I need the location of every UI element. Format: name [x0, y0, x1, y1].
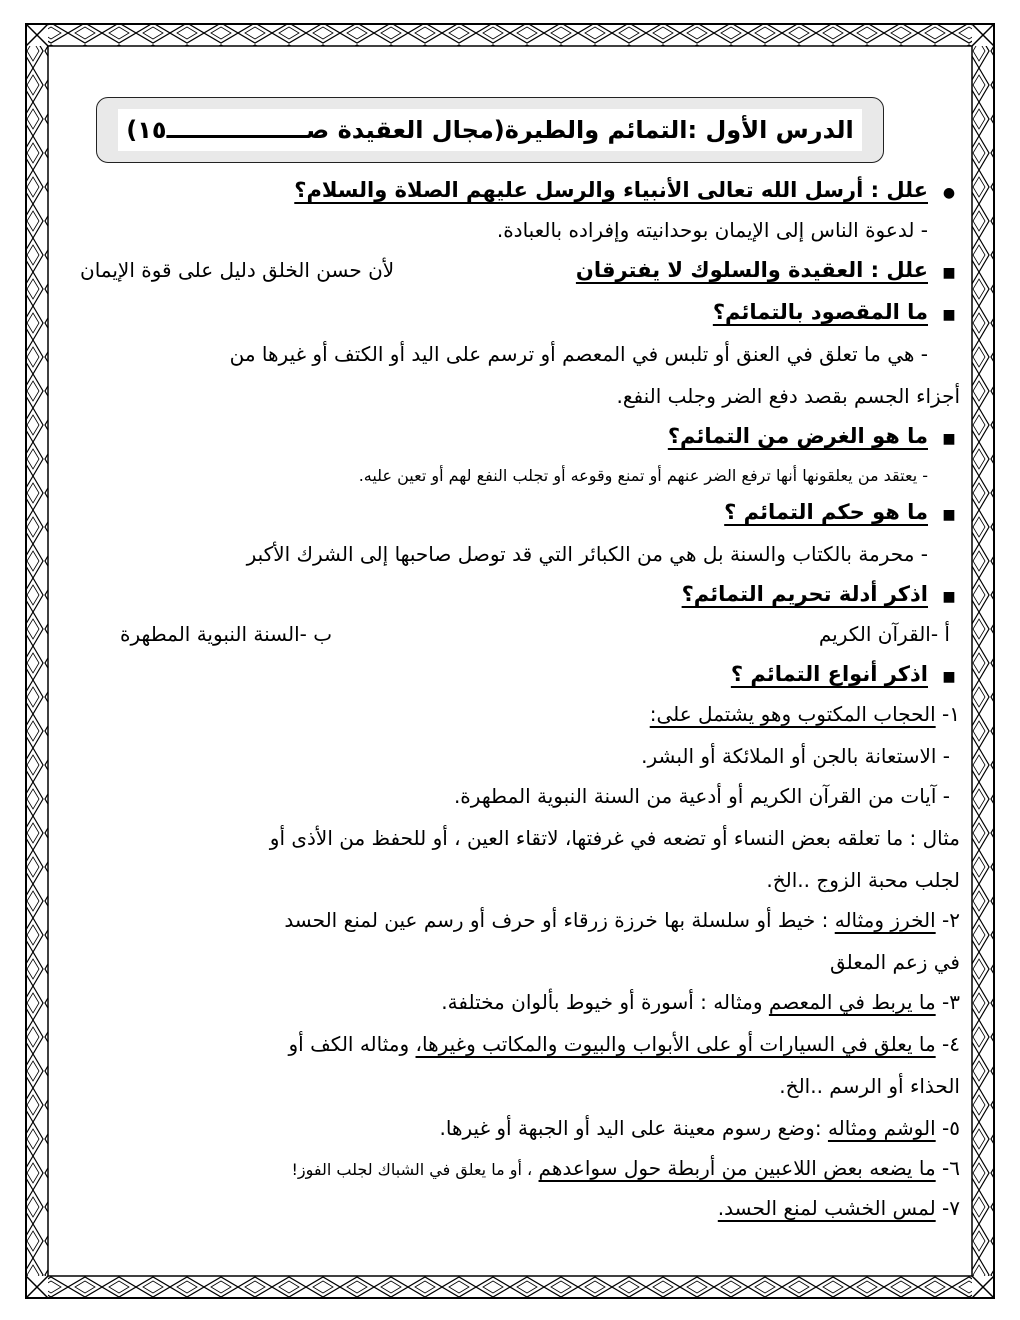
- item-text: ومثاله الكف أو: [288, 1032, 410, 1056]
- answer-text: في زعم المعلق: [829, 950, 960, 974]
- question-line: [60, 494, 960, 530]
- question-text: اذكر أنواع التمائم ؟: [730, 662, 928, 686]
- square-bullet-icon: ■: [942, 307, 956, 323]
- round-bullet-icon: ●: [942, 185, 956, 201]
- question-line: [60, 252, 960, 288]
- list-item: [60, 902, 960, 938]
- list-item: [60, 1190, 960, 1226]
- answer-line: [60, 944, 960, 980]
- lesson-title-box: [96, 97, 884, 163]
- answer-text: مثال : ما تعلقه بعض النساء أو تضعه في غرفتها، لاتقاء العين ، أو للحفظ من الأذى أو: [269, 826, 960, 850]
- question-text: ما المقصود بالتمائم؟: [712, 300, 928, 324]
- answer-text: - هي ما تعلق في العنق أو تلبس في المعصم أو ترسم على اليد أو الكتف أو غيرها من: [229, 342, 928, 366]
- answer-line: [60, 820, 960, 856]
- item-number: ١-: [942, 702, 960, 726]
- item-heading: ما يضعه بعض اللاعبين من أربطة حول سواعدهم: [538, 1156, 936, 1180]
- answer-text: - محرمة بالكتاب والسنة بل هي من الكبائر التي قد توصل صاحبها إلى الشرك الأكبر: [246, 542, 928, 566]
- question-text: علل : العقيدة والسلوك لا يفترقان: [575, 258, 928, 282]
- answer-text: - الاستعانة بالجن أو الملائكة أو البشر.: [641, 744, 950, 768]
- item-heading: الحجاب المكتوب وهو يشتمل على:: [649, 702, 936, 726]
- answer-text: - يعتقد من يعلقونها أنها ترفع الضر عنهم أو تمنع وقوعه أو تجلب النفع لهم أو تعين عليه.: [358, 466, 928, 485]
- worksheet: [60, 0, 960, 1320]
- list-item: [60, 1110, 960, 1146]
- answer-line: [60, 1068, 960, 1104]
- list-item: [60, 696, 960, 732]
- answer-text: لجلب محبة الزوج ..الخ.: [766, 868, 960, 892]
- question-line: [60, 576, 960, 612]
- answer-line: [60, 536, 960, 572]
- answer-text: ب -السنة النبوية المطهرة: [120, 622, 333, 646]
- item-heading: لمس الخشب لمنع الحسد.: [717, 1196, 936, 1220]
- square-bullet-icon: ■: [942, 589, 956, 605]
- answer-text: - لدعوة الناس إلى الإيمان بوحدانيته وإفراده بالعبادة.: [496, 218, 928, 242]
- answer-text: الحذاء أو الرسم ..الخ.: [779, 1074, 960, 1098]
- answer-text: لأن حسن الخلق دليل على قوة الإيمان: [80, 258, 395, 282]
- item-text: :وضع رسوم معينة على اليد أو الجبهة أو غيرها.: [439, 1116, 822, 1140]
- item-heading: الخرز ومثاله: [834, 908, 936, 932]
- lesson-title: الدرس الأول :التمائم والطيرة(مجال العقيدة صـــــــــــــــــ١٥): [118, 109, 861, 151]
- question-text: ما هو حكم التمائم ؟: [724, 500, 928, 524]
- answer-line: [60, 616, 960, 652]
- question-line: [60, 418, 960, 454]
- square-bullet-icon: ■: [942, 507, 956, 523]
- item-text: : خيط أو سلسلة بها خرزة زرقاء أو حرف أو رسم عين لمنع الحسد: [284, 908, 829, 932]
- item-heading: ما يعلق في السيارات أو على الأبواب والبيوت والمكاتب وغيرها،: [415, 1032, 936, 1056]
- item-heading: ما يربط في المعصم: [768, 990, 936, 1014]
- answer-line: [60, 778, 960, 814]
- answer-line: [60, 862, 960, 898]
- question-line: [60, 294, 960, 330]
- answer-line: [60, 212, 960, 248]
- answer-line: [60, 336, 960, 372]
- question-text: علل : أرسل الله تعالى الأنبياء والرسل عليهم الصلاة والسلام؟: [294, 178, 928, 202]
- item-number: ٥-: [942, 1116, 960, 1140]
- answer-text: أجزاء الجسم بقصد دفع الضر وجلب النفع.: [616, 384, 960, 408]
- answer-text: أ -القرآن الكريم: [818, 622, 950, 646]
- answer-line: [60, 378, 960, 414]
- item-number: ٢-: [942, 908, 960, 932]
- square-bullet-icon: ■: [942, 669, 956, 685]
- item-number: ٧-: [942, 1196, 960, 1220]
- question-line: [60, 172, 960, 208]
- answer-line: [60, 456, 960, 492]
- item-number: ٦-: [942, 1156, 960, 1180]
- answer-text: - آيات من القرآن الكريم أو أدعية من السنة النبوية المطهرة.: [453, 784, 950, 808]
- item-text: ، أو ما يعلق في الشباك لجلب الفوز!: [291, 1160, 533, 1179]
- square-bullet-icon: ■: [942, 431, 956, 447]
- item-number: ٣-: [942, 990, 960, 1014]
- item-number: ٤-: [942, 1032, 960, 1056]
- question-text: اذكر أدلة تحريم التمائم؟: [681, 582, 928, 606]
- list-item: [60, 1026, 960, 1062]
- item-text: ومثاله : أسورة أو خيوط بألوان مختلفة.: [441, 990, 763, 1014]
- answer-line: [60, 738, 960, 774]
- list-item: [60, 1150, 960, 1186]
- question-text: ما هو الغرض من التمائم؟: [667, 424, 928, 448]
- question-line: [60, 656, 960, 692]
- item-heading: الوشم ومثاله: [827, 1116, 936, 1140]
- list-item: [60, 984, 960, 1020]
- square-bullet-icon: ■: [942, 265, 956, 281]
